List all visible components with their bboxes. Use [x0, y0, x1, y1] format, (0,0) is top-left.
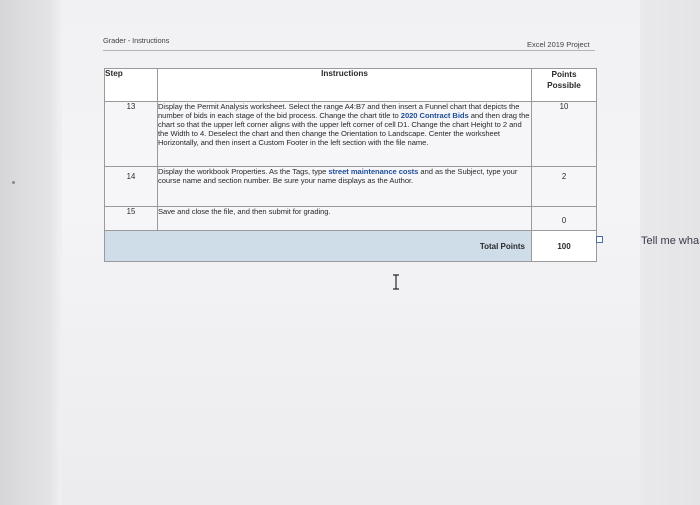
table-header-row [105, 69, 597, 102]
instruction-text [158, 102, 532, 167]
header-divider [103, 50, 595, 51]
column-header-points [532, 69, 597, 102]
instruction-highlight: 2020 Contract Bids [400, 111, 469, 120]
instructions-table [104, 68, 597, 262]
tell-me-search[interactable]: Tell me wha [641, 235, 700, 247]
total-row [105, 231, 597, 262]
total-label: Total Points [158, 231, 532, 262]
step-number: 15 [105, 207, 158, 231]
step-number: 13 [105, 102, 158, 167]
instruction-highlight: street maintenance costs [328, 167, 419, 176]
instruction-text [158, 167, 532, 207]
dust-speck [12, 181, 15, 184]
table-row [105, 167, 597, 207]
points-value: 2 [532, 167, 597, 207]
points-header-line1: Points [551, 70, 577, 79]
table-row [105, 207, 597, 231]
text-cursor-icon [391, 274, 401, 290]
instruction-part: Display the Permit Analysis worksheet. Select the range A4:B7 and then insert a Funnel chart that depicts the number of bids in each stage of the bid process. Change the chart title to [158, 102, 520, 120]
checkbox-icon[interactable] [596, 236, 603, 243]
instruction-text [158, 207, 532, 231]
column-header-step: Step [105, 69, 158, 102]
total-value: 100 [532, 231, 597, 262]
instruction-part: and as the Subject, type your course name and section number. Be sure your name displays as the Author. [158, 167, 518, 185]
step-number: 14 [105, 167, 158, 207]
points-value: 0 [532, 207, 597, 231]
column-header-instructions: Instructions [158, 69, 532, 102]
total-spacer [105, 231, 158, 262]
instruction-part: Save and close the file, and then submit for grading. [158, 207, 331, 216]
points-value: 10 [532, 102, 597, 167]
document-title: Grader - Instructions [103, 36, 170, 45]
instruction-part: Display the workbook Properties. As the Tags, type [158, 167, 329, 176]
instruction-part: and then drag the chart so that the upper left corner aligns with the upper left corner of cell D1. Change the chart Height to 2 and the Width to 4. Deselect the chart and then change the Orientation to Landscape. Center the worksheet Horizontally, and then insert a Custom Footer in the left section with the file name. [158, 111, 530, 147]
points-header-line2: Possible [547, 81, 581, 90]
project-title: Excel 2019 Project [527, 40, 590, 49]
table-row [105, 102, 597, 167]
